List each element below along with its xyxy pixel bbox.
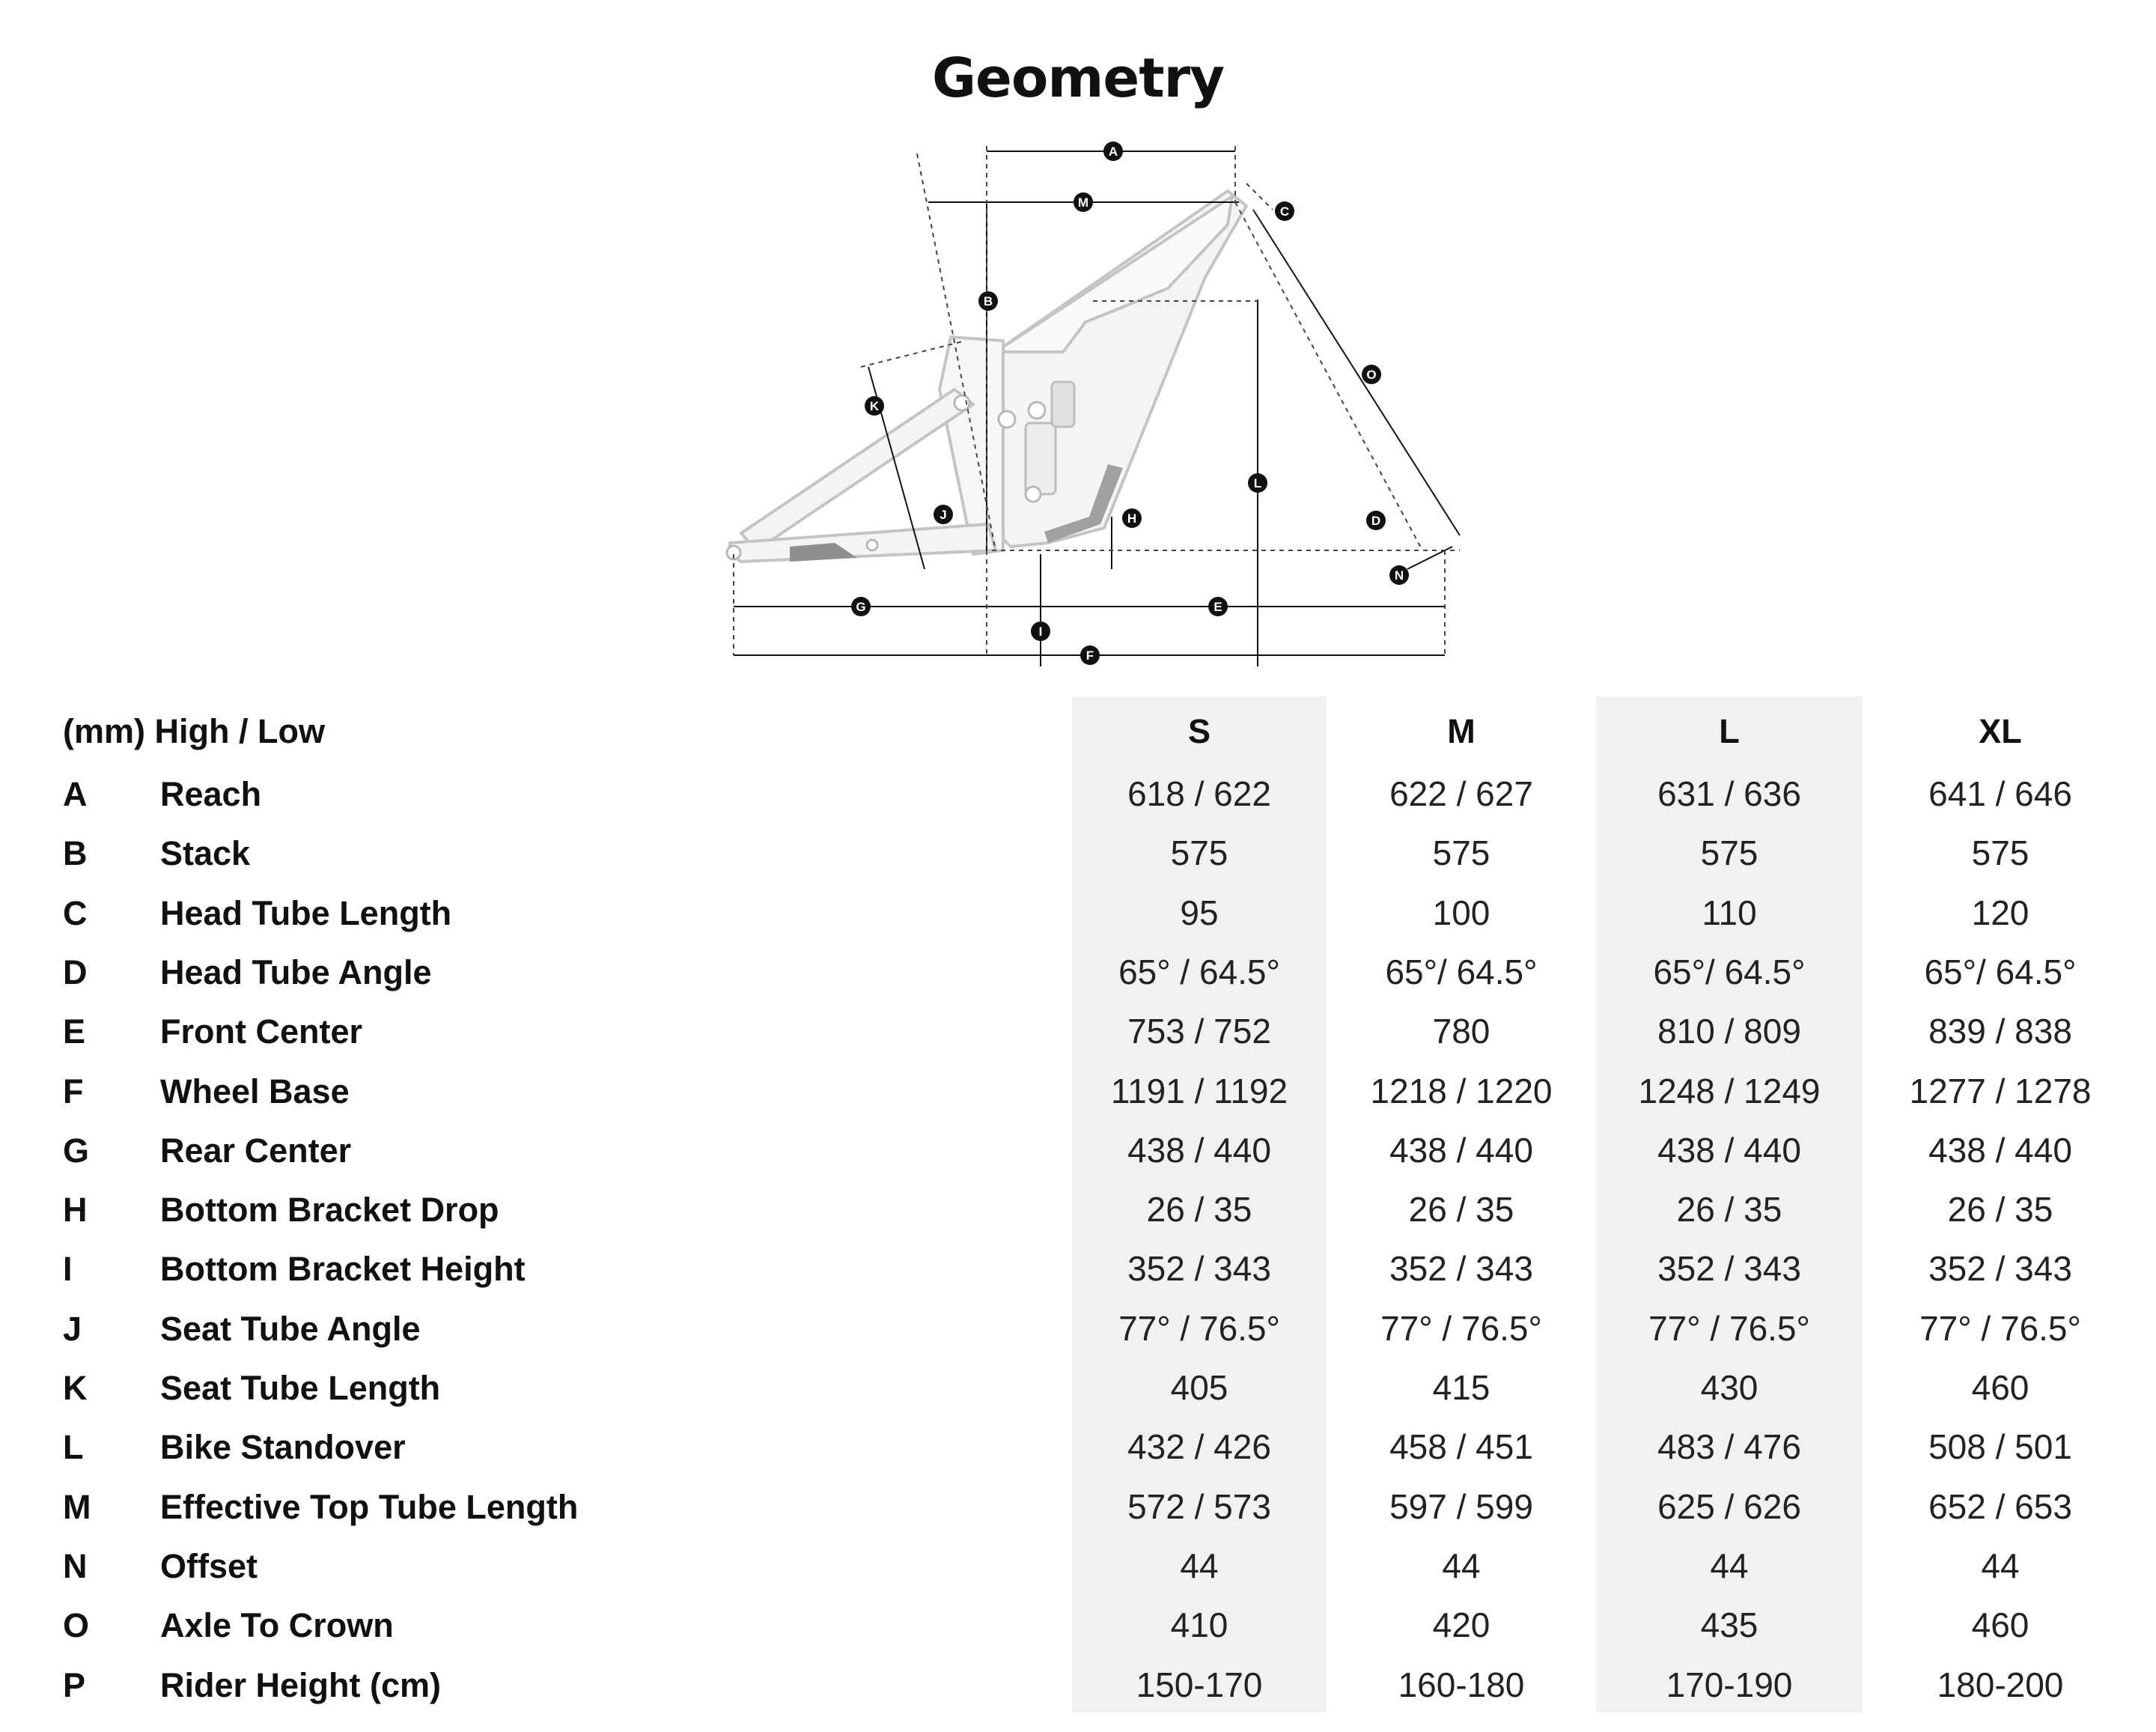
cell-value: 110	[1702, 893, 1757, 932]
cell-value: 1277 / 1278	[1909, 1071, 2092, 1110]
row-key: A	[63, 775, 88, 813]
cell-value: 180-200	[1937, 1665, 2064, 1704]
table-row	[0, 1537, 2156, 1596]
svg-text:G: G	[856, 600, 866, 614]
row-key: N	[63, 1546, 88, 1585]
svg-text:N: N	[1394, 568, 1404, 583]
cell-value: 575	[1432, 833, 1490, 873]
cell-value: 26 / 35	[1146, 1190, 1252, 1230]
row-label: Head Tube Angle	[160, 952, 432, 991]
cell-value: 438 / 440	[1657, 1130, 1801, 1170]
cell-value: 460	[1971, 1605, 2029, 1645]
cell-value: 575	[1700, 833, 1758, 873]
cell-value: 597 / 599	[1389, 1486, 1533, 1526]
cell-value: 160-180	[1398, 1665, 1525, 1704]
cell-value: 641 / 646	[1928, 774, 2072, 813]
row-label: Reach	[160, 775, 262, 813]
row-key: K	[63, 1369, 88, 1407]
svg-text:B: B	[983, 294, 993, 309]
cell-value: 120	[1971, 893, 2029, 932]
row-key: J	[63, 1309, 82, 1348]
cell-value: 631 / 636	[1657, 774, 1801, 813]
cell-value: 44	[1180, 1546, 1219, 1585]
svg-text:O: O	[1366, 368, 1377, 382]
cell-value: 100	[1432, 893, 1490, 932]
table-row	[0, 1002, 2156, 1061]
cell-value: 652 / 653	[1928, 1486, 2072, 1526]
row-key: G	[63, 1131, 90, 1170]
table-row	[0, 1062, 2156, 1121]
cell-value: 44	[1981, 1546, 2020, 1585]
cell-value: 65°/ 64.5°	[1924, 952, 2077, 991]
size-header-s: S	[1187, 712, 1211, 750]
row-key: P	[63, 1665, 86, 1704]
cell-value: 77° / 76.5°	[1648, 1308, 1810, 1348]
cell-value: 44	[1710, 1546, 1749, 1585]
table-row	[0, 1656, 2156, 1715]
row-label: Front Center	[160, 1012, 362, 1051]
cell-value: 625 / 626	[1657, 1486, 1801, 1526]
size-header-l: L	[1719, 712, 1740, 750]
svg-text:A: A	[1108, 145, 1118, 159]
cell-value: 810 / 809	[1657, 1012, 1801, 1051]
svg-text:K: K	[869, 399, 880, 413]
cell-value: 438 / 440	[1389, 1130, 1533, 1170]
svg-text:M: M	[1077, 195, 1089, 210]
cell-value: 435	[1700, 1605, 1758, 1645]
cell-value: 1248 / 1249	[1638, 1071, 1821, 1110]
cell-value: 150-170	[1136, 1665, 1263, 1704]
cell-value: 575	[1170, 833, 1228, 873]
row-key: D	[63, 952, 88, 991]
row-label: Offset	[160, 1546, 258, 1585]
row-key: C	[63, 893, 88, 932]
row-label: Stack	[160, 834, 251, 873]
cell-value: 77° / 76.5°	[1380, 1308, 1542, 1348]
row-label: Wheel Base	[160, 1072, 350, 1110]
cell-value: 352 / 343	[1657, 1249, 1801, 1289]
cell-value: 458 / 451	[1389, 1427, 1533, 1467]
cell-value: 430	[1700, 1368, 1758, 1407]
row-key: F	[63, 1072, 84, 1110]
table-row	[0, 1180, 2156, 1239]
svg-text:F: F	[1085, 648, 1094, 663]
table-row	[0, 1358, 2156, 1417]
page-title: Geometry	[931, 46, 1225, 109]
table-row	[0, 1299, 2156, 1358]
table-row	[0, 1417, 2156, 1477]
row-label: Bike Standover	[160, 1428, 406, 1467]
row-label: Axle To Crown	[160, 1606, 394, 1645]
cell-value: 483 / 476	[1657, 1427, 1801, 1467]
svg-text:L: L	[1253, 476, 1262, 490]
cell-value: 170-190	[1666, 1665, 1793, 1704]
cell-value: 26 / 35	[1408, 1190, 1514, 1230]
cell-value: 753 / 752	[1127, 1012, 1271, 1051]
cell-value: 77° / 76.5°	[1919, 1308, 2081, 1348]
table-row	[0, 1239, 2156, 1298]
cell-value: 508 / 501	[1928, 1427, 2072, 1467]
cell-value: 410	[1170, 1605, 1228, 1645]
cell-value: 352 / 343	[1389, 1249, 1533, 1289]
cell-value: 352 / 343	[1127, 1249, 1271, 1289]
row-label: Seat Tube Length	[160, 1369, 441, 1407]
cell-value: 65° / 64.5°	[1118, 952, 1280, 991]
table-row	[0, 943, 2156, 1002]
cell-value: 65°/ 64.5°	[1653, 952, 1806, 991]
svg-text:E: E	[1213, 600, 1222, 614]
table-row	[0, 1121, 2156, 1180]
cell-value: 1218 / 1220	[1370, 1071, 1553, 1110]
row-label: Bottom Bracket Height	[160, 1250, 526, 1289]
table-row	[0, 765, 2156, 824]
row-key: B	[63, 834, 88, 873]
row-key: H	[63, 1191, 88, 1230]
row-key: O	[63, 1606, 90, 1645]
cell-value: 415	[1432, 1368, 1490, 1407]
cell-value: 432 / 426	[1127, 1427, 1271, 1467]
svg-text:J: J	[940, 508, 947, 522]
row-key: M	[63, 1487, 91, 1526]
row-label: Rider Height (cm)	[160, 1665, 442, 1704]
cell-value: 780	[1432, 1012, 1490, 1051]
cell-value: 460	[1971, 1368, 2029, 1407]
row-key: I	[63, 1250, 73, 1289]
cell-value: 77° / 76.5°	[1118, 1308, 1280, 1348]
table-row	[0, 884, 2156, 943]
cell-value: 420	[1432, 1605, 1490, 1645]
row-key: E	[63, 1012, 86, 1051]
size-header-xl: XL	[1979, 712, 2022, 750]
table-row	[0, 1596, 2156, 1655]
cell-value: 839 / 838	[1928, 1012, 2072, 1051]
row-label: Seat Tube Angle	[160, 1309, 421, 1348]
row-label: Bottom Bracket Drop	[160, 1191, 499, 1230]
cell-value: 26 / 35	[1676, 1190, 1782, 1230]
table-row	[0, 1477, 2156, 1537]
row-label: Head Tube Length	[160, 893, 452, 932]
row-label: Rear Center	[160, 1131, 352, 1170]
row-label: Effective Top Tube Length	[160, 1487, 579, 1526]
cell-value: 438 / 440	[1928, 1130, 2072, 1170]
cell-value: 572 / 573	[1127, 1486, 1271, 1526]
cell-value: 405	[1170, 1368, 1228, 1407]
size-header-m: M	[1447, 712, 1476, 750]
svg-text:I: I	[1038, 625, 1043, 639]
cell-value: 65°/ 64.5°	[1385, 952, 1538, 991]
cell-value: 95	[1180, 893, 1219, 932]
svg-text:D: D	[1371, 514, 1381, 528]
row-key: L	[63, 1428, 84, 1467]
cell-value: 438 / 440	[1127, 1130, 1271, 1170]
cell-value: 618 / 622	[1127, 774, 1271, 813]
cell-value: 44	[1442, 1546, 1481, 1585]
cell-value: 1191 / 1192	[1110, 1071, 1288, 1110]
cell-value: 575	[1971, 833, 2029, 873]
svg-text:C: C	[1279, 204, 1290, 219]
cell-value: 26 / 35	[1947, 1190, 2053, 1230]
table-row	[0, 824, 2156, 883]
cell-value: 622 / 627	[1389, 774, 1533, 813]
cell-value: 352 / 343	[1928, 1249, 2072, 1289]
units-header: (mm) High / Low	[63, 712, 325, 750]
svg-text:H: H	[1127, 511, 1137, 526]
